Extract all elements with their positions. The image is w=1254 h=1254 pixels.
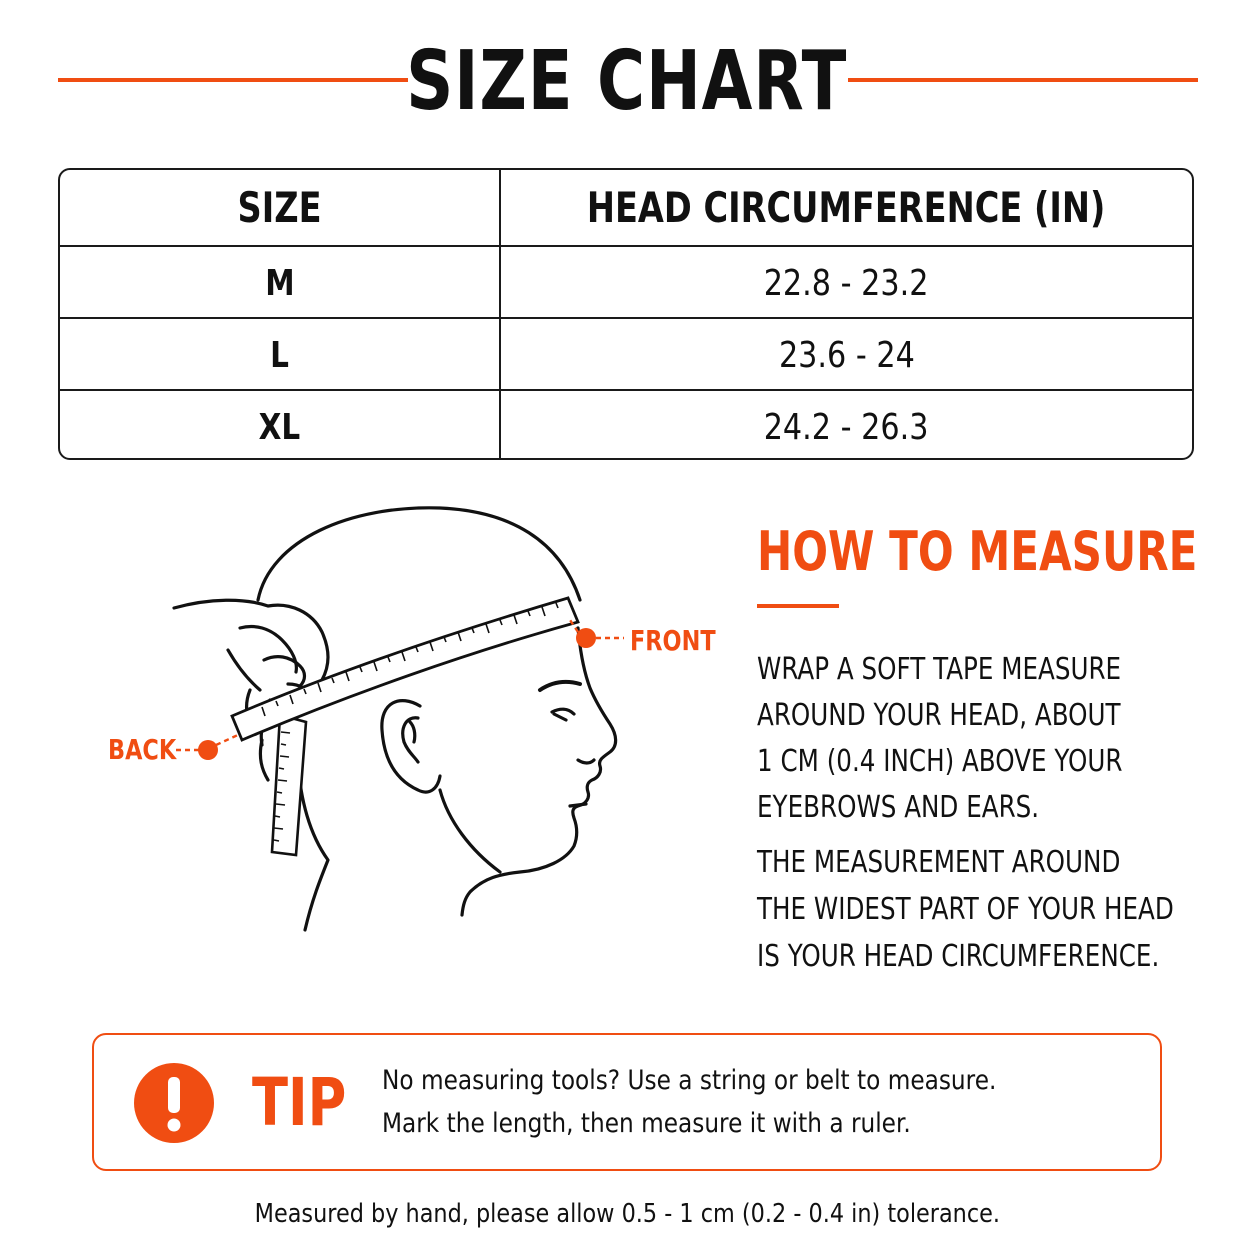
how-to-measure-paragraph-1 (757, 647, 1237, 831)
row-size: XL (60, 391, 501, 460)
text-line: 1 CM (0.4 INCH) ABOVE YOUR (757, 744, 1123, 779)
table-header-row (60, 170, 1192, 245)
page-title: SIZE CHART (406, 34, 848, 129)
tip-label: TIP (252, 1064, 347, 1141)
table-row (60, 317, 1192, 392)
how-to-measure-title: HOW TO MEASURE (757, 520, 1198, 583)
table-row (60, 389, 1192, 460)
size-table (58, 168, 1194, 460)
tip-box (92, 1033, 1162, 1171)
row-size: M (60, 247, 501, 320)
row-size: L (60, 319, 501, 392)
exclamation-icon (134, 1063, 214, 1143)
front-callout-label: FRONT (630, 624, 716, 657)
row-range: 23.6 - 24 (778, 335, 915, 376)
header-size: SIZE (60, 170, 501, 245)
table-row (60, 245, 1192, 320)
tip-line-2: Mark the length, then measure it with a ruler. (382, 1108, 911, 1139)
text-line: WRAP A SOFT TAPE MEASURE (757, 652, 1122, 687)
back-callout-label: BACK (108, 733, 177, 766)
header-head-circumference: HEAD CIRCUMFERENCE (IN) (587, 183, 1106, 232)
text-line: EYEBROWS AND EARS. (757, 790, 1040, 825)
text-line: THE WIDEST PART OF YOUR HEAD (757, 892, 1174, 927)
tolerance-note: Measured by hand, please allow 0.5 - 1 cm (0.2 - 0.4 in) tolerance. (254, 1199, 1000, 1229)
text-line: AROUND YOUR HEAD, ABOUT (757, 698, 1121, 733)
row-range: 24.2 - 26.3 (764, 407, 929, 448)
row-range: 22.8 - 23.2 (764, 263, 929, 304)
how-to-measure-paragraph-2 (757, 840, 1237, 981)
tip-line-1: No measuring tools? Use a string or belt to measure. (382, 1065, 997, 1096)
how-to-measure-underline (757, 604, 839, 608)
text-line: IS YOUR HEAD CIRCUMFERENCE. (757, 939, 1160, 974)
text-line: THE MEASUREMENT AROUND (757, 845, 1121, 880)
